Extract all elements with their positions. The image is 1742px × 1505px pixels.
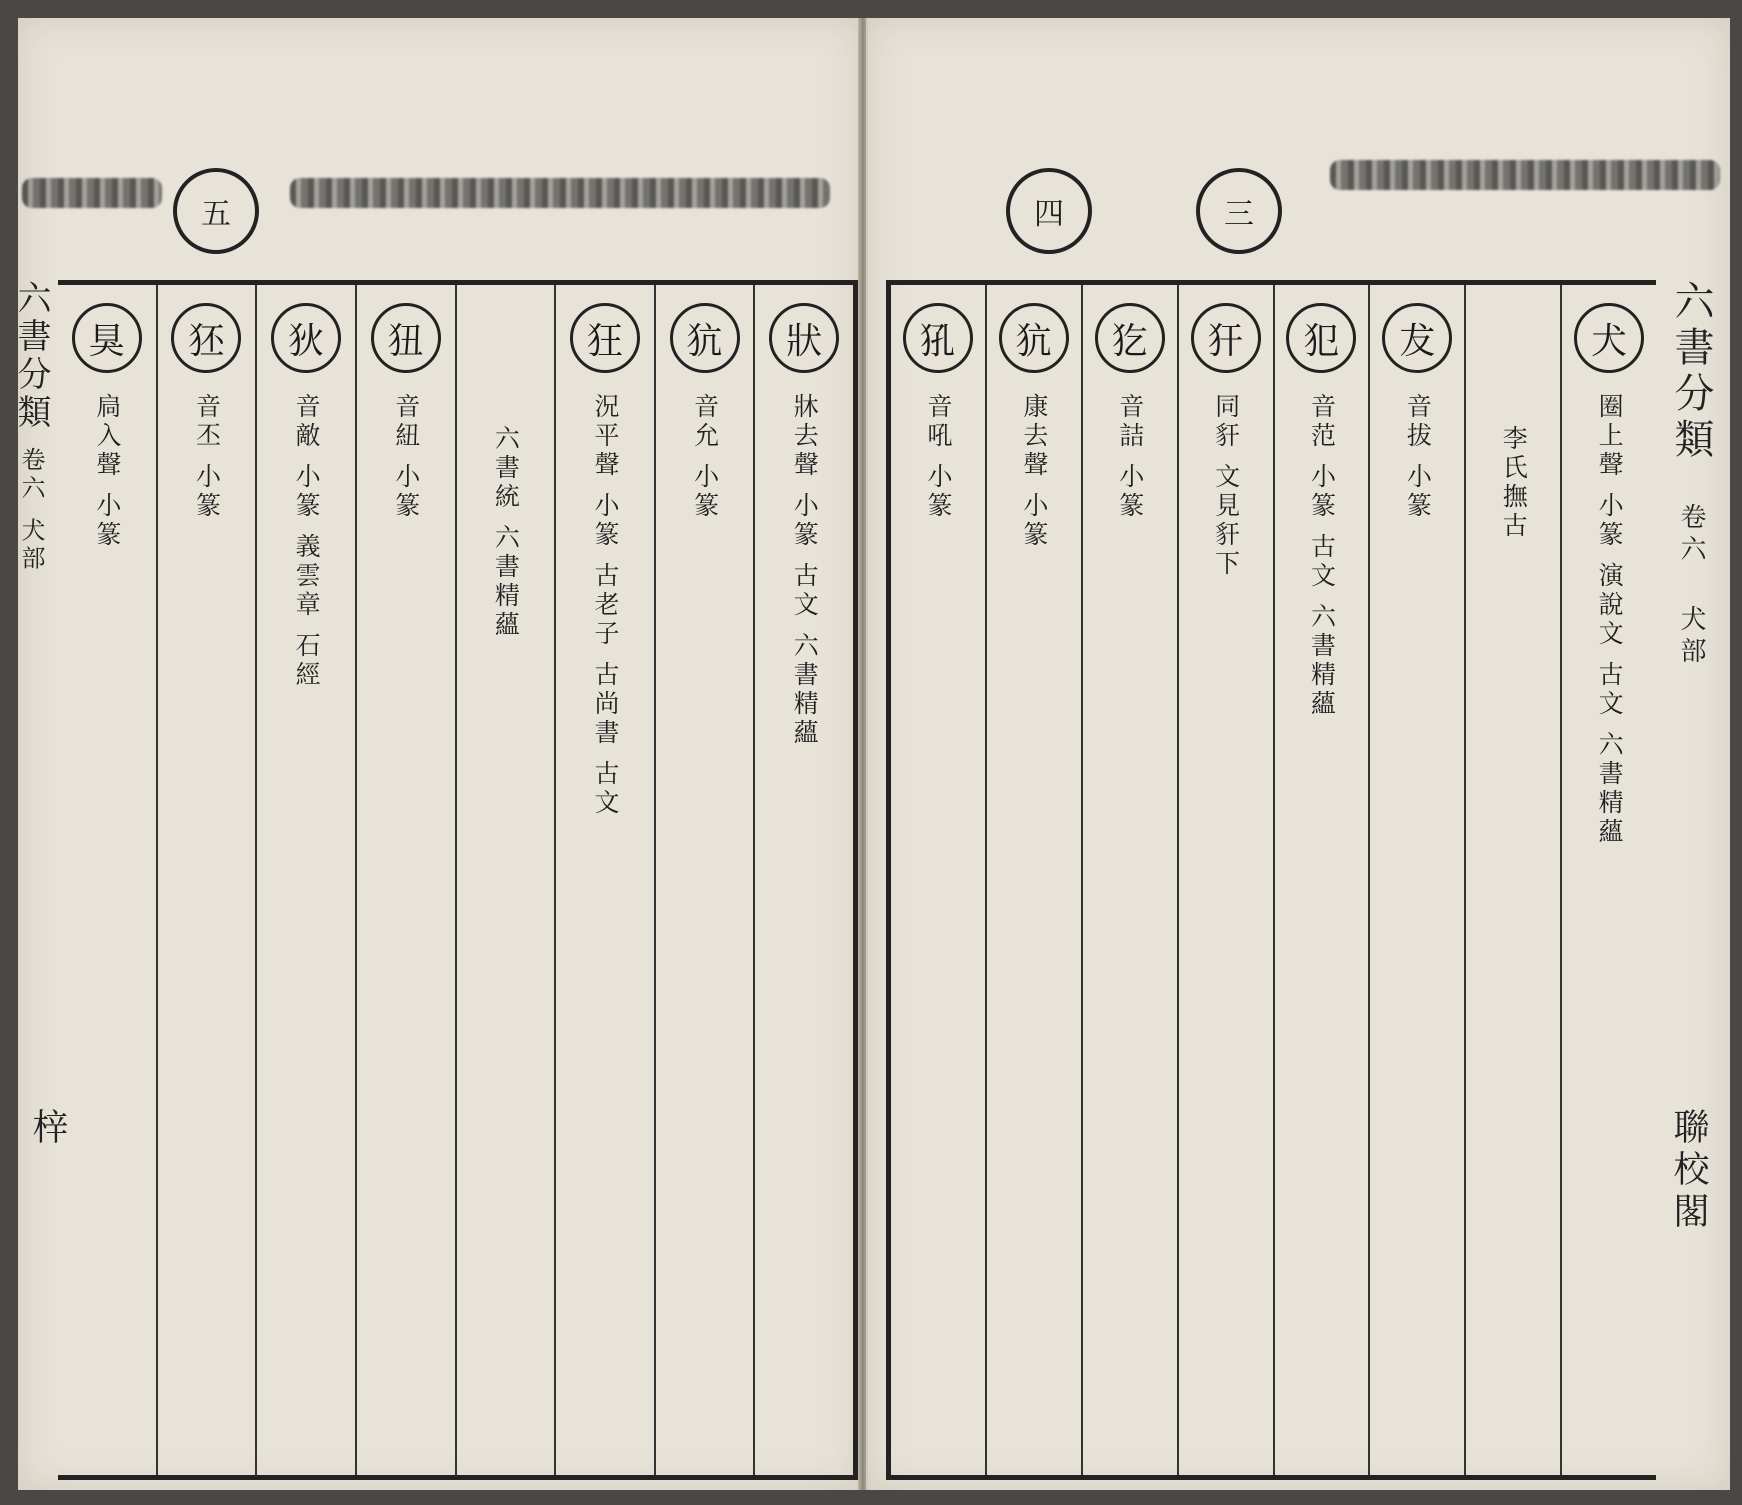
entry-column — [455, 285, 555, 1475]
entry-column — [1081, 285, 1177, 1475]
entry-column — [58, 285, 156, 1475]
title-main: 六書分類 — [1668, 280, 1714, 464]
entry-column — [355, 285, 455, 1475]
left-margin-title — [11, 280, 56, 1480]
entry-column — [1560, 285, 1656, 1475]
margin-bottom: 梓 — [27, 1108, 68, 1150]
entry-column — [753, 285, 853, 1475]
head-character: 狉 — [171, 303, 241, 373]
head-character: 犮 — [1382, 303, 1452, 373]
entry-column — [1273, 285, 1369, 1475]
entry-column — [255, 285, 355, 1475]
entry-column — [1368, 285, 1464, 1475]
entry-column — [891, 285, 985, 1475]
entry-column — [1177, 285, 1273, 1475]
head-character: 犴 — [1191, 303, 1261, 373]
entry-text: 音拔 小篆 — [1403, 393, 1433, 521]
head-character: 狃 — [371, 303, 441, 373]
head-character: 狀 — [769, 303, 839, 373]
head-character: 犵 — [1095, 303, 1165, 373]
page-marker-3: 三 — [1196, 168, 1282, 254]
entry-column — [985, 285, 1081, 1475]
entry-text: 六書統 六書精蘊 — [491, 425, 521, 640]
entry-column — [654, 285, 754, 1475]
entry-text: 音丕 小篆 — [192, 393, 222, 521]
entry-text: 音允 小篆 — [690, 393, 720, 521]
right-title-strip — [1650, 280, 1720, 1480]
head-character: 犼 — [903, 303, 973, 373]
right-text-frame — [886, 280, 1656, 1480]
head-character: 犯 — [1286, 303, 1356, 373]
entry-column — [156, 285, 256, 1475]
entry-text: 李氏撫古 — [1499, 425, 1529, 541]
entry-text: 康去聲 小篆 — [1019, 393, 1049, 550]
entry-text: 音吼 小篆 — [923, 393, 953, 521]
title-volume: 卷六 — [1676, 502, 1706, 567]
page-marker: 五 — [173, 168, 259, 254]
right-page-content — [866, 18, 1728, 1490]
entry-text: 況平聲 小篆 古老子 古尚書 古文 — [590, 393, 620, 818]
title-bottom: 聯校閣 — [1668, 1108, 1709, 1234]
entry-text: 同豻 文見豻下 — [1211, 393, 1241, 579]
entry-column — [1464, 285, 1560, 1475]
entry-text: 牀去聲 小篆 古文 六書精蘊 — [790, 393, 820, 748]
margin-title: 六書分類 — [11, 280, 51, 432]
head-character: 犺 — [999, 303, 1069, 373]
entry-text: 扃入聲 小篆 — [92, 393, 122, 550]
entry-text: 音敵 小篆 義雲章 石經 — [292, 393, 322, 690]
left-columns — [58, 285, 853, 1475]
right-columns — [891, 285, 1656, 1475]
head-character: 狊 — [72, 303, 142, 373]
margin-volume: 卷六 — [17, 446, 45, 503]
head-character: 狄 — [271, 303, 341, 373]
entry-text: 音范 小篆 古文 六書精蘊 — [1307, 393, 1337, 719]
head-character: 狂 — [570, 303, 640, 373]
entry-text: 音紐 小篆 — [391, 393, 421, 521]
entry-text: 圈上聲 小篆 演說文 古文 六書精蘊 — [1595, 393, 1625, 847]
margin-radical: 犬部 — [17, 517, 45, 574]
entry-column — [554, 285, 654, 1475]
title-radical: 犬部 — [1676, 605, 1706, 670]
page-marker-4: 四 — [1006, 168, 1092, 254]
entry-text: 音詰 小篆 — [1115, 393, 1145, 521]
left-text-frame — [58, 280, 858, 1480]
head-character: 犬 — [1574, 303, 1644, 373]
head-character: 犺 — [670, 303, 740, 373]
left-page-content — [11, 18, 860, 1490]
